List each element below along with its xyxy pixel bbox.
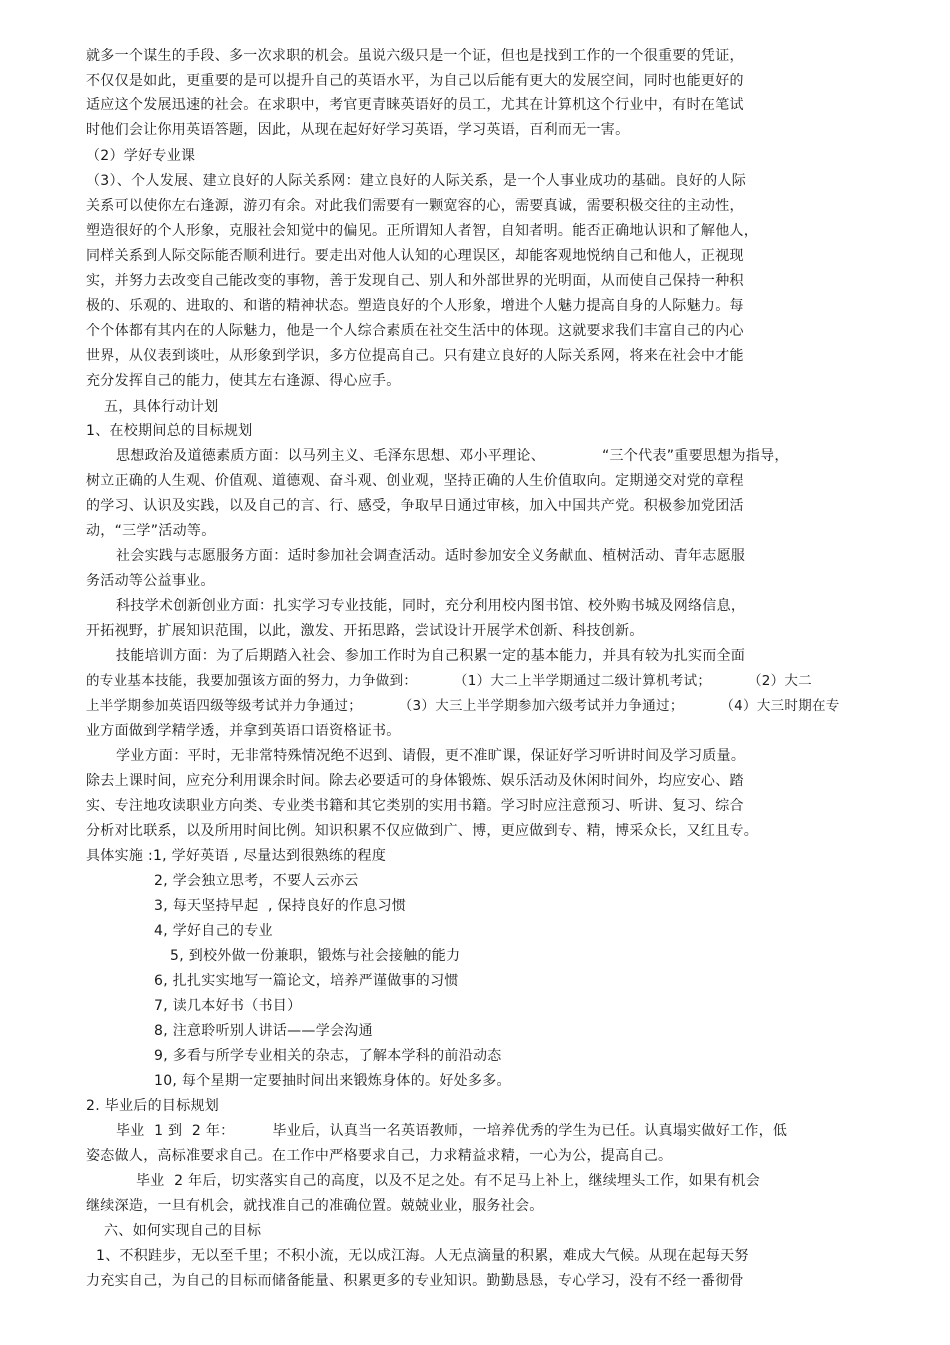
section-heading: 2. 毕业后的目标规划 (86, 1098, 220, 1114)
text-line: 极的、乐观的、进取的、和谐的精神状态。塑造良好的个人形象，增进个人魅力提高自身的人际魅力。每 (86, 298, 744, 314)
text-line: 树立正确的人生观、价值观、道德观、奋斗观、创业观，坚持正确的人生价值取向。定期递交对党的章程 (86, 473, 744, 489)
text-line: 塑造很好的个人形象，克服社会知觉中的偏见。正所谓知人者智，自知者明。能否正确地认识和了解他人， (86, 223, 759, 239)
text-line: 不仅仅是如此，更重要的是可以提升自己的英语水平，为自己以后能有更大的发展空间，同时也能更好的 (86, 73, 744, 89)
text-line: 关系可以使你左右逢源，游刃有余。对此我们需要有一颗宽容的心，需要真诚，需要积极交往的主动性， (86, 198, 744, 214)
text-line: 就多一个谋生的手段、多一次求职的机会。虽说六级只是一个证，但也是找到工作的一个很重要的凭证， (86, 48, 744, 64)
section-heading: （2）学好专业课 (86, 148, 196, 164)
text-line: 上半学期参加英语四级等级考试并力争通过； （3）大三上半学期参加六级考试并力争通过； （4）大三时期在专 (86, 698, 840, 714)
text-line: 实，并努力去改变自己能改变的事物，善于发现自己、别人和外部世界的光明面，从而使自己保持一种积 (86, 273, 744, 289)
list-item: 9, 多看与所学专业相关的杂志，了解本学科的前沿动态 (154, 1048, 502, 1064)
section-heading: 1、在校期间总的目标规划 (86, 423, 253, 439)
section-heading: 六、如何实现自己的目标 (104, 1223, 262, 1239)
text-line: 时他们会让你用英语答题，因此，从现在起好好学习英语，学习英语，百利而无一害。 (86, 122, 630, 138)
text-line: 毕业 2 年后，切实落实自己的高度，以及不足之处。有不足马上补上，继续埋头工作，如果有机会 (136, 1173, 761, 1189)
text-line: 充分发挥自己的能力，使其左右逢源、得心应手。 (86, 373, 401, 389)
text-line: （3）、个人发展、建立良好的人际关系网：建立良好的人际关系，是一个人事业成功的基础。良好的人际 (86, 173, 747, 189)
list-item: 具体实施 :1, 学好英语 , 尽量达到很熟练的程度 (86, 848, 387, 864)
text-line: 世界，从仪表到谈吐，从形象到学识，多方位提高自己。只有建立良好的人际关系网，将来在社会中才能 (86, 348, 744, 364)
text-line: 的学习、认识及实践，以及自己的言、行、感受，争取早日通过审核，加入中国共产党。积极参加党团活 (86, 498, 744, 514)
text-line: 毕业 1 到 2 年： 毕业后，认真当一名英语教师，一培养优秀的学生为已任。认真塌实做好工作，低 (116, 1123, 788, 1139)
list-item: 4, 学好自己的专业 (154, 923, 273, 939)
text-line: 技能培训方面：为了后期踏入社会、参加工作时为自己积累一定的基本能力，并具有较为扎实而全面 (116, 648, 746, 664)
text-line: 分析对比联系，以及所用时间比例。知识积累不仅应做到广、博，更应做到专、精，博采众长，又红且专。 (86, 823, 759, 839)
list-item: 10, 每个星期一定要抽时间出来锻炼身体的。好处多多。 (154, 1073, 511, 1089)
text-line: 学业方面：平时，无非常特殊情况绝不迟到、请假，更不准旷课，保证好学习听讲时间及学习质量。 (116, 748, 746, 764)
text-line: 个个体都有其内在的人际魅力，他是一个人综合素质在社交生活中的体现。这就要求我们丰富自己的内心 (86, 323, 744, 339)
text-line: 实、专注地攻读职业方向类、专业类书籍和其它类别的实用书籍。学习时应注意预习、听讲、复习、综合 (86, 798, 744, 814)
text-line: 务活动等公益事业。 (86, 573, 215, 589)
text-line: 除去上课时间，应充分利用课余时间。除去必要适可的身体锻炼、娱乐活动及休闲时间外，均应安心、踏 (86, 773, 744, 789)
text-line: 1、不积跬步，无以至千里；不积小流，无以成江海。人无点滴量的积累，难成大气候。从现在起每天努 (96, 1248, 749, 1264)
list-item: 6, 扎扎实实地写一篇论文，培养严谨做事的习惯 (154, 973, 459, 989)
text-line: 力充实自己，为自己的目标而储备能量、积累更多的专业知识。勤勤恳恳，专心学习，没有不经一番彻骨 (86, 1273, 744, 1289)
text-line: 科技学术创新创业方面：扎实学习专业技能，同时，充分利用校内图书馆、校外购书城及网络信息， (116, 598, 746, 614)
text-line: 的专业基本技能，我要加强该方面的努力，力争做到： （1）大二上半学期通过二级计算机考试； （2）大二 (86, 673, 813, 689)
text-line: 思想政治及道德素质方面：以马列主义、毛泽东思想、邓小平理论、 “三个代表”重要思想为指导， (116, 448, 789, 464)
text-line: 开拓视野，扩展知识范围，以此，激发、开拓思路，尝试设计开展学术创新、科技创新。 (86, 623, 644, 639)
text-line: 继续深造，一旦有机会，就找准自己的准确位置。兢兢业业，服务社会。 (86, 1198, 544, 1214)
list-item: 7, 读几本好书（书目） (154, 998, 302, 1014)
text-line: 社会实践与志愿服务方面：适时参加社会调查活动。适时参加安全义务献血、植树活动、青年志愿服 (116, 548, 746, 564)
text-line: 姿态做人，高标准要求自己。在工作中严格要求自己，力求精益求精，一心为公，提高自己。 (86, 1148, 673, 1164)
list-item: 2, 学会独立思考，不要人云亦云 (154, 873, 359, 889)
text-line: 业方面做到学精学透，并拿到英语口语资格证书。 (86, 723, 401, 739)
text-line: 适应这个发展迅速的社会。在求职中，考官更青睐英语好的员工，尤其在计算机这个行业中，有时在笔试 (86, 97, 744, 113)
section-heading: 五，具体行动计划 (104, 399, 219, 415)
list-item: 5, 到校外做一份兼职，锻炼与社会接触的能力 (170, 948, 461, 964)
text-line: 动，“三学”活动等。 (86, 523, 216, 539)
list-item: 3, 每天坚持早起 , 保持良好的作息习惯 (154, 898, 407, 914)
text-line: 同样关系到人际交际能否顺利进行。要走出对他人认知的心理误区，却能客观地悦纳自己和他人，正视现 (86, 248, 744, 264)
list-item: 8, 注意聆听别人讲话——学会沟通 (154, 1023, 373, 1039)
